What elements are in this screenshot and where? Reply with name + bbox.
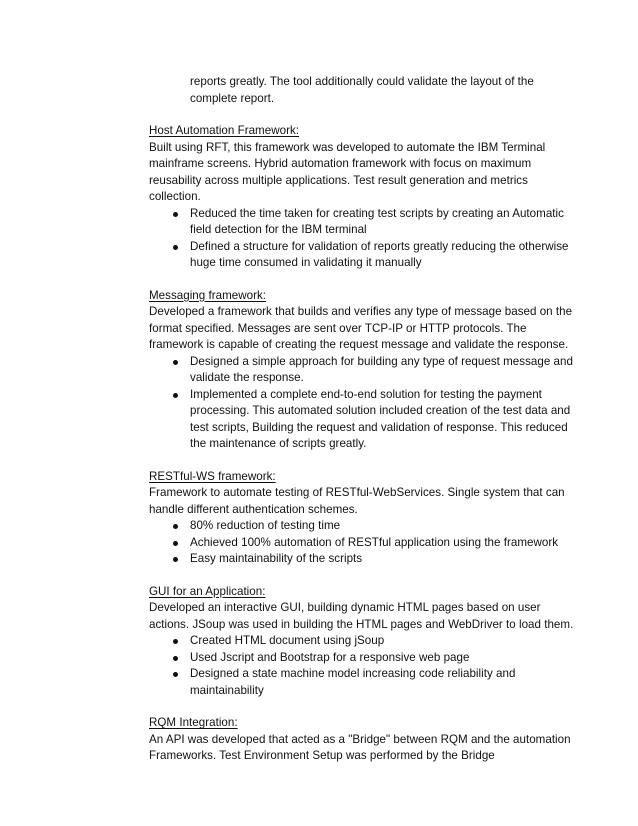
bullet-icon <box>173 212 178 217</box>
bullet-text: Easy maintainability of the scripts <box>190 552 363 565</box>
bullet-icon <box>173 360 178 365</box>
section-description: Developed a framework that builds and verifies any type of message based on the format specified. Messages are sent over TCP-IP or HTTP protocols. The framework is capable of creating the request message and validate the response. <box>149 305 573 351</box>
bullet-item <box>149 551 579 568</box>
document-body <box>149 74 579 781</box>
bullet-text: Achieved 100% automation of RESTful application using the framework <box>190 535 559 549</box>
section-restful <box>149 469 579 568</box>
bullet-icon <box>173 672 178 677</box>
bullet-icon <box>173 557 178 562</box>
bullet-list <box>149 518 579 568</box>
bullet-text: Created HTML document using jSoup <box>190 634 385 647</box>
bullet-list <box>149 633 579 699</box>
section-rqm <box>149 715 579 765</box>
bullet-text: Reduced the time taken for creating test scripts by creating an Automatic field detection for the IBM terminal <box>190 206 564 236</box>
bullet-item <box>149 535 579 552</box>
bullet-item <box>149 518 579 535</box>
bullet-text: Used Jscript and Bootstrap for a responsive web page <box>190 650 470 664</box>
section-messaging <box>149 288 579 453</box>
bullet-item <box>149 387 579 453</box>
bullet-text: Defined a structure for validation of reports greatly reducing the otherwise huge time consumed in validating it manually <box>190 239 569 269</box>
section-description: Developed an interactive GUI, building dynamic HTML pages based on user actions. JSoup was used in building the HTML pages and WebDriver to load them. <box>149 601 574 631</box>
bullet-item <box>149 354 579 387</box>
section-heading: RESTful-WS framework: <box>149 469 276 483</box>
bullet-text: Designed a simple approach for building any type of request message and validate the response. <box>190 354 573 384</box>
intro-paragraph: reports greatly. The tool additionally could validate the layout of the complete report. <box>190 75 534 105</box>
section-heading: Host Automation Framework: <box>149 124 300 137</box>
bullet-icon <box>173 393 178 398</box>
section-host-automation <box>149 123 579 272</box>
bullet-item <box>149 666 579 699</box>
section-description: Framework to automate testing of RESTful-WebServices. Single system that can handle different authentication schemes. <box>149 486 565 516</box>
bullet-icon <box>173 245 178 250</box>
bullet-icon <box>173 524 178 529</box>
section-heading: GUI for an Application: <box>149 584 266 598</box>
bullet-item <box>149 650 579 667</box>
section-description: Built using RFT, this framework was developed to automate the IBM Terminal mainframe screens. Hybrid automation framework with focus on maximum reusability across multiple applications. Test result generation and metrics collection. <box>149 140 546 203</box>
bullet-item <box>149 239 579 272</box>
bullet-text: 80% reduction of testing time <box>190 519 341 532</box>
section-heading: Messaging framework: <box>149 288 267 302</box>
section-gui <box>149 584 579 700</box>
bullet-list <box>149 354 579 453</box>
bullet-list <box>149 206 579 272</box>
bullet-icon <box>173 656 178 661</box>
bullet-text: Designed a state machine model increasing code reliability and maintainability <box>190 667 516 697</box>
bullet-icon <box>173 541 178 546</box>
section-heading: RQM Integration: <box>149 716 238 729</box>
section-description: An API was developed that acted as a "Bridge" between RQM and the automation Frameworks. Test Environment Setup was performed by the Bridge <box>149 732 571 762</box>
bullet-item <box>149 206 579 239</box>
bullet-item <box>149 633 579 650</box>
bullet-text: Implemented a complete end-to-end solution for testing the payment processing. This automated solution included creation of the test data and test scripts, Building the request and validation of response. This reduced the maintenance of scripts greatly. <box>190 387 571 450</box>
bullet-icon <box>173 639 178 644</box>
